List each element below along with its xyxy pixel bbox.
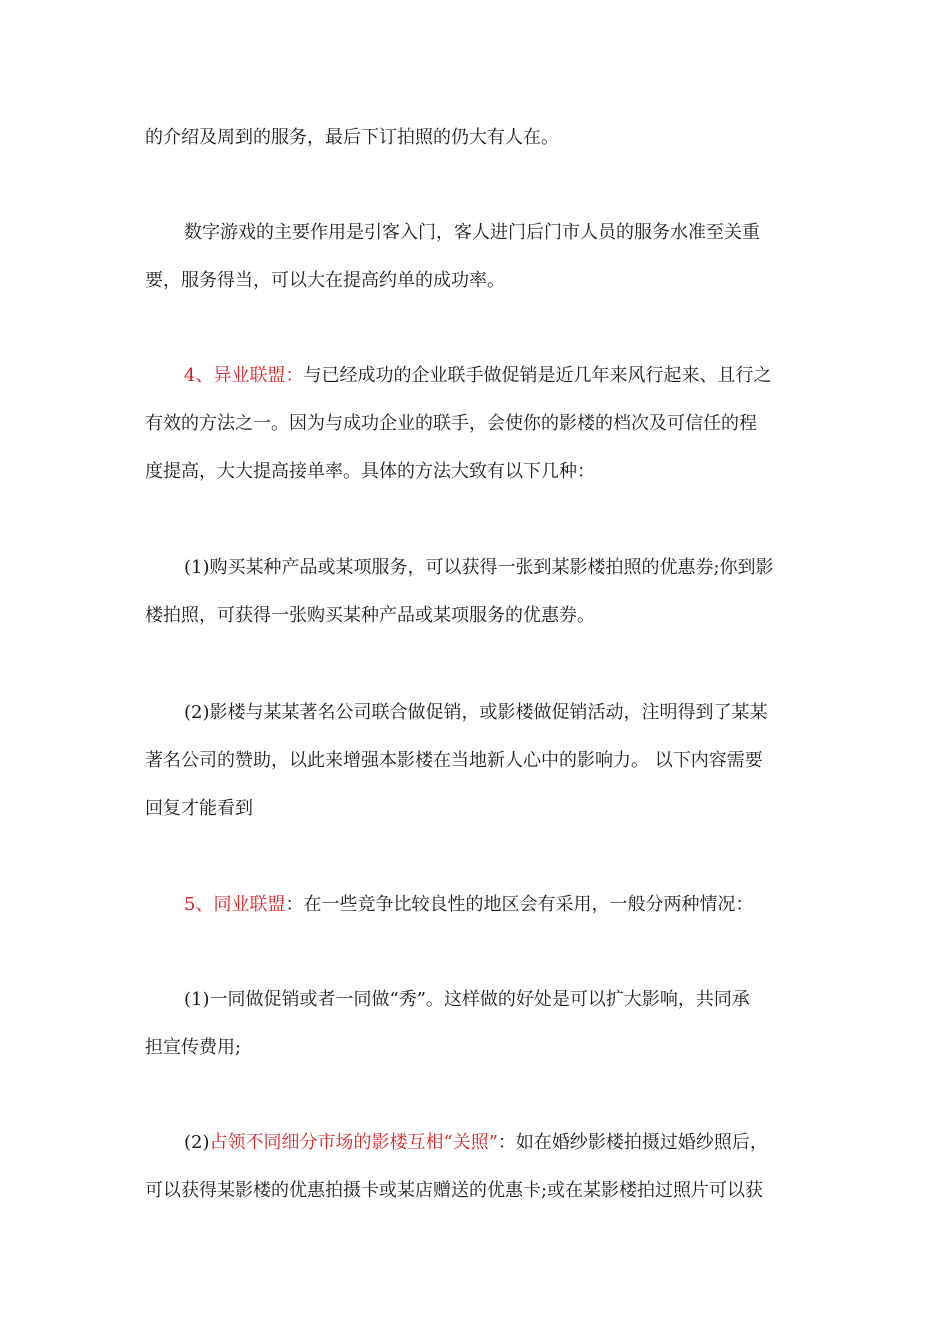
paragraph-1 xyxy=(145,124,815,172)
section-heading: 4、异业联盟： xyxy=(184,365,304,386)
text-span: 与已经成功的企业联手做促销是近几年来风行起来、且行之 xyxy=(303,365,772,386)
list-marker: (2) xyxy=(184,1132,210,1153)
text-line: 有效的方法之一。因为与成功企业的联手，会使你的影楼的档次及可信任的程 xyxy=(145,413,757,434)
paragraph-3 xyxy=(145,362,815,506)
text-line: 著名公司的赞助，以此来增强本影楼在当地新人心中的影响力。 以下内容需要 xyxy=(145,750,763,771)
text-line: (1)购买某种产品或某项服务，可以获得一张到某影楼拍照的优惠券;你到影 xyxy=(184,557,774,578)
text-line: 回复才能看到 xyxy=(145,798,253,819)
text-line: 的介绍及周到的服务，最后下订拍照的仍大有人在。 xyxy=(145,127,559,148)
section-heading: 占领不同细分市场的影楼互相“关照” xyxy=(209,1132,498,1153)
section-heading: 5、同业联盟 xyxy=(184,894,286,915)
text-line xyxy=(145,1129,815,1177)
text-line xyxy=(145,891,815,939)
text-line: 要，服务得当，可以大在提高约单的成功率。 xyxy=(145,270,505,291)
text-span: ：如在婚纱影楼拍摄过婚纱照后， xyxy=(497,1132,768,1153)
text-line: 度提高，大大提高接单率。具体的方法大致有以下几种： xyxy=(145,461,595,482)
text-line: (1)一同做促销或者一同做“秀”。这样做的好处是可以扩大影响，共同承 xyxy=(184,989,750,1010)
text-span: ：在一些竞争比较良性的地区会有采用，一般分两种情况： xyxy=(285,894,754,915)
paragraph-7 xyxy=(145,986,815,1082)
paragraph-5 xyxy=(145,699,815,843)
text-line xyxy=(145,362,815,410)
paragraph-6 xyxy=(145,891,815,939)
paragraph-2 xyxy=(145,219,815,315)
text-line: 可以获得某影楼的优惠拍摄卡或某店赠送的优惠卡;或在某影楼拍过照片可以获 xyxy=(145,1180,764,1201)
text-line: (2)影楼与某某著名公司联合做促销，或影楼做促销活动，注明得到了某某 xyxy=(184,702,768,723)
paragraph-8 xyxy=(145,1129,815,1225)
paragraph-4 xyxy=(145,554,815,650)
text-line: 担宣传费用; xyxy=(145,1037,242,1058)
text-line: 楼拍照，可获得一张购买某种产品或某项服务的优惠券。 xyxy=(145,605,595,626)
text-line: 数字游戏的主要作用是引客入门，客人进门后门市人员的服务水准至关重 xyxy=(184,222,760,243)
